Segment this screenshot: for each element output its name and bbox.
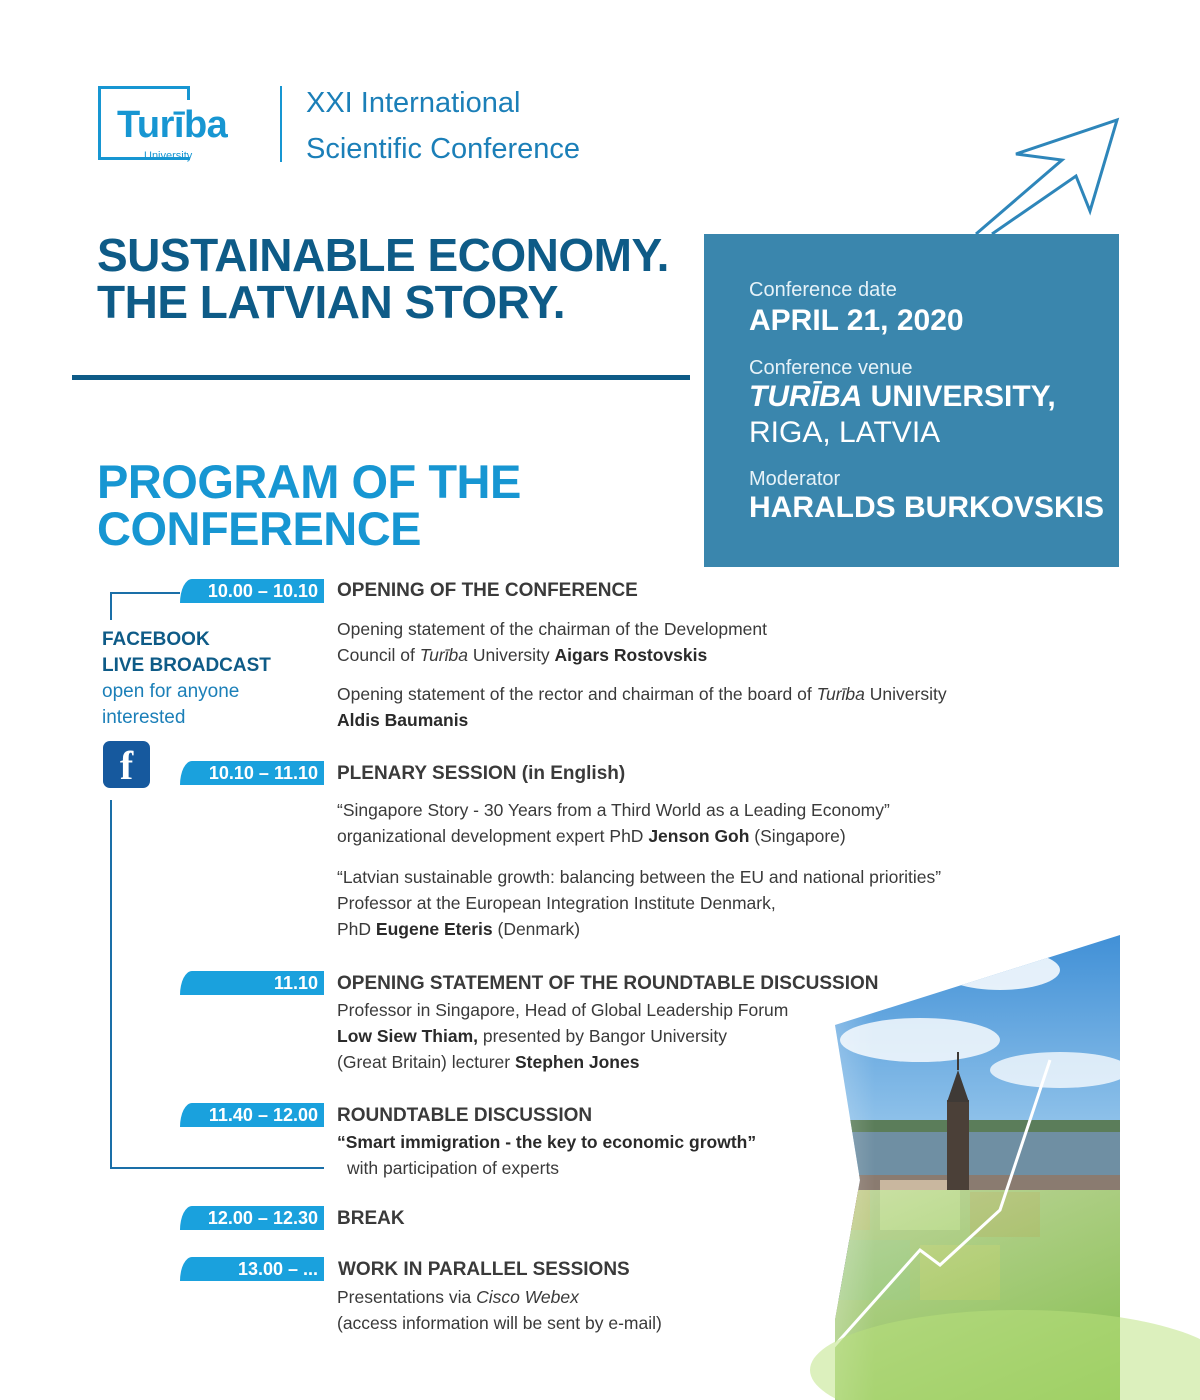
session-3-title: OPENING STATEMENT OF THE ROUNDTABLE DISCUSSION: [337, 973, 879, 994]
moderator-value: HARALDS BURKOVSKIS: [749, 491, 1105, 524]
main-title-line-1: SUSTAINABLE ECONOMY.: [97, 229, 669, 281]
logo-text: Turība: [117, 104, 228, 146]
facebook-sub-2: interested: [102, 707, 186, 728]
session-2-text-2: “Latvian sustainable growth: balancing between the EU and national priorities” Professor at the European Integration Institute Denmark, PhD Eugene Eteris (Denmark): [337, 867, 942, 939]
session-4-title: ROUNDTABLE DISCUSSION: [337, 1105, 593, 1126]
session-1-title: OPENING OF THE CONFERENCE: [337, 580, 638, 601]
time-badge-4: 11.40 – 12.00: [180, 1103, 324, 1127]
main-title-line-2: THE LATVIAN STORY.: [97, 276, 566, 328]
time-badge-5: 12.00 – 12.30: [180, 1206, 324, 1230]
conference-line-1: XXI International: [306, 87, 521, 119]
session-6-text: Presentations via Cisco Webex (access information will be sent by e-mail): [337, 1287, 662, 1333]
conference-line-2: Scientific Conference: [306, 133, 581, 165]
session-5-title: BREAK: [337, 1208, 405, 1229]
info-box: [704, 234, 1119, 567]
facebook-title-1: FACEBOOK: [102, 629, 210, 650]
date-label: Conference date: [749, 279, 897, 301]
logo-subtext: University: [144, 150, 193, 162]
session-6-title: WORK IN PARALLEL SESSIONS: [338, 1259, 630, 1280]
venue-rest: UNIVERSITY,: [862, 380, 1056, 413]
date-value: APRIL 21, 2020: [749, 304, 964, 337]
program-title: [97, 455, 521, 555]
program-title-line-2: CONFERENCE: [97, 502, 422, 555]
time-badge-1: 10.00 – 10.10: [180, 579, 324, 603]
time-badge-3: 11.10: [180, 971, 324, 995]
venue-label: Conference venue: [749, 357, 913, 379]
program-title-line-1: PROGRAM OF THE: [97, 455, 521, 508]
bracket-left-top: [110, 592, 112, 620]
facebook-icon[interactable]: f: [103, 741, 150, 788]
venue-city: RIGA, LATVIA: [749, 416, 941, 449]
time-badge-6: 13.00 – ...: [180, 1257, 324, 1281]
session-4-text: “Smart immigration - the key to economic growth” with participation of experts: [337, 1132, 757, 1178]
bracket-bottom: [110, 1167, 324, 1169]
growth-arrow-icon: [950, 110, 1150, 240]
session-1-text-2: Opening statement of the rector and chairman of the board of Turība University Aldis Baumanis: [337, 684, 947, 730]
venue-value: [749, 382, 1056, 412]
facebook-title-2: LIVE BROADCAST: [102, 655, 271, 676]
venue-italic: TURĪBA: [749, 380, 863, 413]
bracket-top: [110, 592, 180, 594]
session-3-text: Professor in Singapore, Head of Global Leadership Forum Low Siew Thiam, presented by Bangor University (Great Britain) lecturer Stephen Jones: [337, 1000, 789, 1072]
facebook-sub-1: open for anyone: [102, 681, 240, 702]
header-separator: [280, 86, 282, 162]
bracket-left: [110, 800, 112, 1169]
main-title: [97, 229, 669, 328]
time-badge-2: 10.10 – 11.10: [180, 761, 324, 785]
title-divider: [72, 375, 690, 380]
moderator-label: Moderator: [749, 468, 841, 490]
session-2-text-1: “Singapore Story - 30 Years from a Third World as a Leading Economy” organizational development expert PhD Jenson Goh (Singapore): [337, 800, 890, 846]
session-1-text-1: Opening statement of the chairman of the Development Council of Turība University Aigars Rostovskis: [337, 619, 767, 665]
session-2-title: PLENARY SESSION (in English): [337, 763, 626, 784]
